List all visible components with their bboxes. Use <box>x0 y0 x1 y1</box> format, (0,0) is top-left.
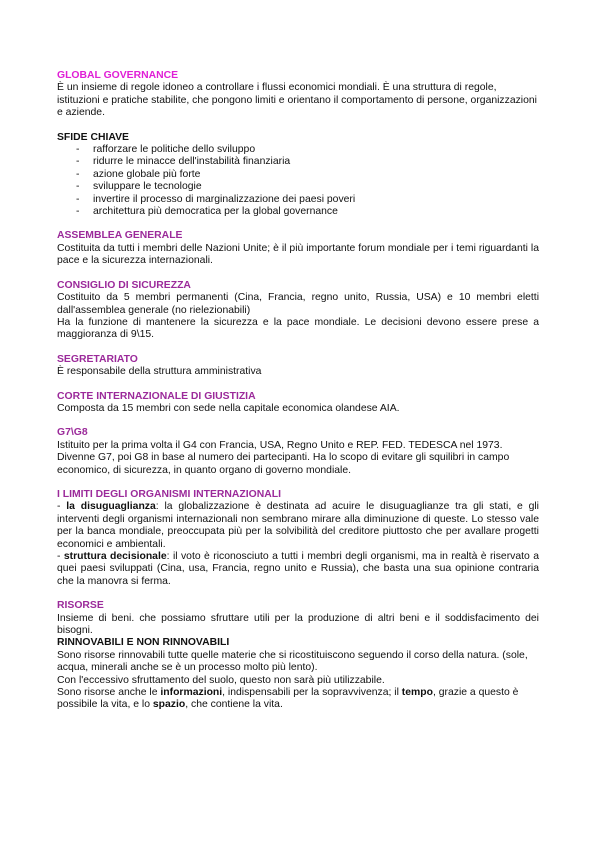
limiti-item-struttura <box>57 551 539 588</box>
g7-text: Istituito per la prima volta il G4 con Francia, USA, Regno Unito e REP. FED. TEDESCA nel 1973. Divenne G7, poi G8 in base al numero dei partecipanti. Ha lo scopo di evitare gli squilibri in campo economico, di sicurezza, in quanto organo di governo mondiale. <box>57 439 510 476</box>
section-title-risorse: RISORSE <box>57 600 104 612</box>
global-governance-text: È un insieme di regole idoneo a controllare i flussi economici mondiali. È una struttura di regole, istituzioni e pratiche stabilite, che pongono limiti e orientano il comportamento di persone, organizzazioni e aziende. <box>57 82 537 119</box>
list-item: - invertire il processo di marginalizzazione dei paesi poveri <box>76 194 539 206</box>
risorse-subtitle: RINNOVABILI E NON RINNOVABILI <box>57 637 230 649</box>
risorse-text-4a: Sono risorse anche le <box>57 687 161 699</box>
document-page <box>57 70 539 712</box>
section-title-g7: G7\G8 <box>57 427 88 439</box>
consiglio-text-1: Costituito da 5 membri permanenti (Cina, Francia, regno unito, Russia, USA) e 10 membri eletti dall'assemblea generale (no rielezionabili) <box>57 292 539 316</box>
limiti-text-disuguaglianza: : la globalizzazione è destinata ad acuire le disuguaglianze tra gli stati, e gli interventi degli organismi internazionali non sembrano mirare alla diminuzione di queste. Lo stesso vale per la banca mondiale, preoccupata più per la solvibilità del creditore piuttosto che per avallare progetti economici e ambientali. <box>57 501 539 550</box>
risorse-bold-informazioni: informazioni <box>160 687 223 699</box>
risorse-text-1: Insieme di beni. che possiamo sfruttare utili per la produzione di altri beni e il soddisfacimento dei bisogni. <box>57 612 539 637</box>
risorse-text-4c: , indispensabili per la sopravvivenza; il <box>222 687 402 699</box>
section-title-corte: CORTE INTERNAZIONALE DI GIUSTIZIA <box>57 390 256 402</box>
limiti-item-disuguaglianza <box>57 501 539 551</box>
corte-text: Composta da 15 membri con sede nella capitale economica olandese AIA. <box>57 402 400 414</box>
risorse-text-4 <box>57 687 539 712</box>
risorse-text-4e: , grazie a questo è possibile la vita, e lo <box>57 687 519 711</box>
list-item: - azione globale più forte <box>76 169 539 181</box>
section-title-assemblea: ASSEMBLEA GENERALE <box>57 230 183 242</box>
section-title-consiglio: CONSIGLIO DI SICUREZZA <box>57 279 191 291</box>
risorse-text-4g: , che contiene la vita. <box>185 699 283 711</box>
segretariato-text: È responsabile della struttura amministrativa <box>57 366 262 378</box>
section-title-segretariato: SEGRETARIATO <box>57 353 138 365</box>
section-title-limiti: I LIMITI DEGLI ORGANISMI INTERNAZIONALI <box>57 488 281 500</box>
section-title-sfide-chiave: SFIDE CHIAVE <box>57 131 129 143</box>
list-item: - sviluppare le tecnologie <box>76 181 539 193</box>
limiti-bold-struttura: struttura decisionale <box>63 551 167 562</box>
limiti-dash: - <box>57 551 64 562</box>
risorse-bold-spazio: spazio <box>152 699 186 711</box>
section-title-global-governance: GLOBAL GOVERNANCE <box>57 70 179 81</box>
limiti-bold-disuguaglianza: la disuguaglianza <box>66 501 156 513</box>
list-item: - architettura più democratica per la global governance <box>76 206 539 218</box>
limiti-dash: - <box>57 501 67 513</box>
consiglio-text-2: Ha la funzione di mantenere la sicurezza e la pace mondiale. Le decisioni devono essere prese a maggioranza di 9\15. <box>57 316 539 341</box>
sfide-list <box>57 144 539 218</box>
list-item: - rafforzare le politiche dello sviluppo <box>76 144 539 156</box>
limiti-text-struttura: : il voto è riconosciuto a tutti i membri degli organismi, ma in realtà è riservato a quei paesi sviluppati (Cina, usa, Francia, regno unito e Russia), che basta una sua opinione contraria che la manovra si ferma. <box>57 551 540 587</box>
assemblea-text: Costituita da tutti i membri delle Nazioni Unite; è il più importante forum mondiale per i temi riguardanti la pace e la sicurezza internazionali. <box>57 242 539 267</box>
risorse-bold-tempo: tempo <box>401 687 433 699</box>
risorse-text-2: Sono risorse rinnovabili tutte quelle materie che si ricostituiscono seguendo il corso della natura. (sole, acqua, minerali anche se è un processo molto più lento). <box>57 649 528 674</box>
risorse-text-3: Con l'eccessivo sfruttamento del suolo, questo non sarà più utilizzabile. <box>57 674 385 686</box>
list-item: - ridurre le minacce dell'instabilità finanziaria <box>76 156 539 168</box>
